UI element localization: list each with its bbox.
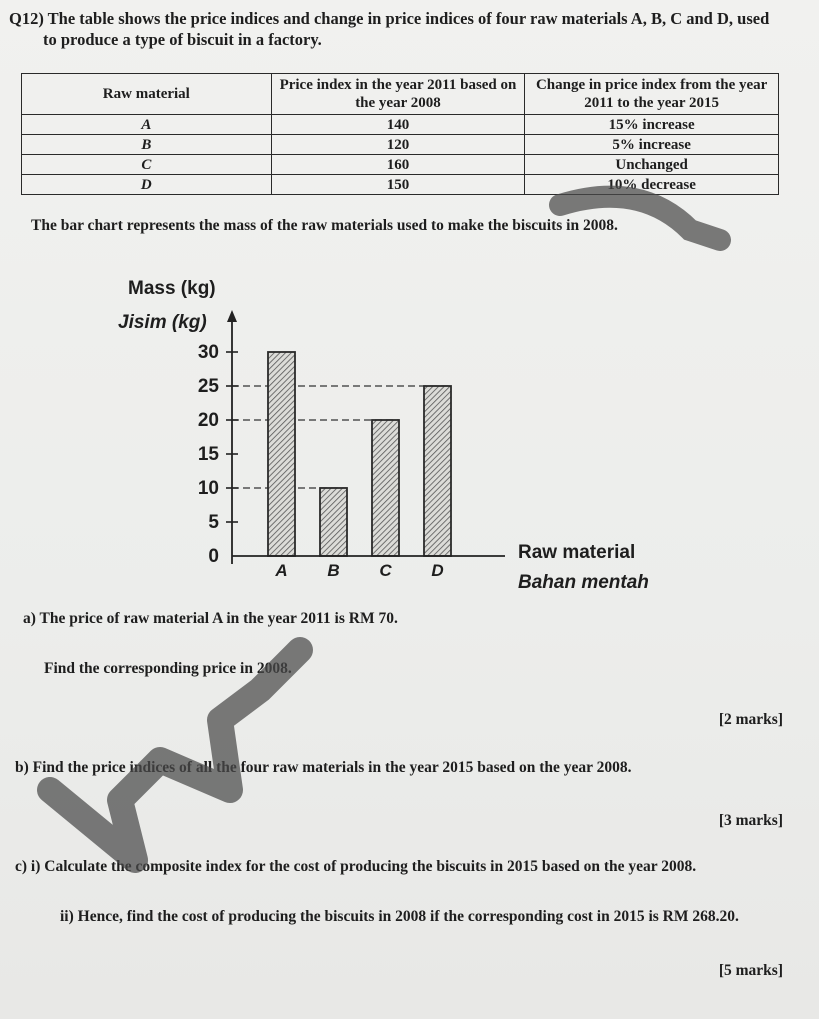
table-cell-change: 15% increase <box>525 115 779 135</box>
part-a-marks: [2 marks] <box>718 711 783 728</box>
x-tick-label: C <box>379 561 392 580</box>
part-c-ii-question: ii) Hence, find the cost of producing the biscuits in 2008 if the corresponding cost in 2015 is RM 268.20. <box>60 908 739 925</box>
x-tick-label: D <box>431 561 444 580</box>
table-cell-index: 160 <box>271 155 525 175</box>
question-title-line1: Q12) The table shows the price indices and change in price indices of four raw materials A, B, C and D, used <box>9 9 770 28</box>
part-a-question: a) The price of raw material A in the year 2011 is RM 70. <box>23 610 398 627</box>
table-header-cell: Price index in the year 2011 based on the year 2008 <box>271 74 525 115</box>
table-row <box>22 115 779 135</box>
table-cell-material: D <box>22 175 272 195</box>
bar-C <box>372 420 399 556</box>
y-axis-label: Mass (kg) <box>128 278 216 299</box>
table-cell-material: B <box>22 135 272 155</box>
table-cell-change: 5% increase <box>525 135 779 155</box>
chart-intro-text: The bar chart represents the mass of the raw materials used to make the biscuits in 2008. <box>31 217 618 234</box>
part-c-i-question: c) i) Calculate the composite index for the cost of producing the biscuits in 2015 based on the year 2008. <box>15 858 697 875</box>
y-tick-label: 25 <box>197 376 219 397</box>
table-cell-change: 10% decrease <box>525 175 779 195</box>
y-tick-label: 20 <box>197 410 219 431</box>
table-cell-material: C <box>22 155 272 175</box>
table-cell-index: 150 <box>271 175 525 195</box>
y-tick-label: 15 <box>197 444 219 465</box>
bar-D <box>424 386 451 556</box>
x-tick-label: B <box>327 561 340 580</box>
x-tick-label: A <box>275 561 288 580</box>
y-axis-arrow <box>227 310 237 322</box>
price-index-table <box>21 73 779 195</box>
bar-B <box>320 488 347 556</box>
table-row <box>22 175 779 195</box>
table-cell-index: 140 <box>271 115 525 135</box>
x-axis-label: Raw material <box>518 542 636 563</box>
y-tick-label: 0 <box>208 546 219 567</box>
question-title-line2: to produce a type of biscuit in a factory. <box>43 30 322 49</box>
table-cell-change: Unchanged <box>525 155 779 175</box>
bar-A <box>268 352 295 556</box>
y-tick-label: 10 <box>197 478 219 499</box>
part-b-marks: [3 marks] <box>718 812 783 829</box>
y-axis-label-malay: Jisim (kg) <box>118 312 207 333</box>
table-header-row <box>22 74 779 115</box>
table-cell-material: A <box>22 115 272 135</box>
table-cell-index: 120 <box>271 135 525 155</box>
mass-bar-chart <box>0 270 819 600</box>
y-tick-label: 5 <box>208 512 219 533</box>
x-axis-label-malay: Bahan mentah <box>518 572 649 593</box>
part-a-instruction: Find the corresponding price in 2008. <box>44 660 292 677</box>
y-tick-label: 30 <box>197 342 219 363</box>
table-row <box>22 155 779 175</box>
table-row <box>22 135 779 155</box>
part-c-marks: [5 marks] <box>718 962 783 979</box>
table-header-cell: Change in price index from the year 2011 to the year 2015 <box>525 74 779 115</box>
table-header-cell: Raw material <box>22 74 272 115</box>
question-title <box>9 8 799 50</box>
part-b-question: b) Find the price indices of all the four raw materials in the year 2015 based on the year 2008. <box>15 759 632 776</box>
